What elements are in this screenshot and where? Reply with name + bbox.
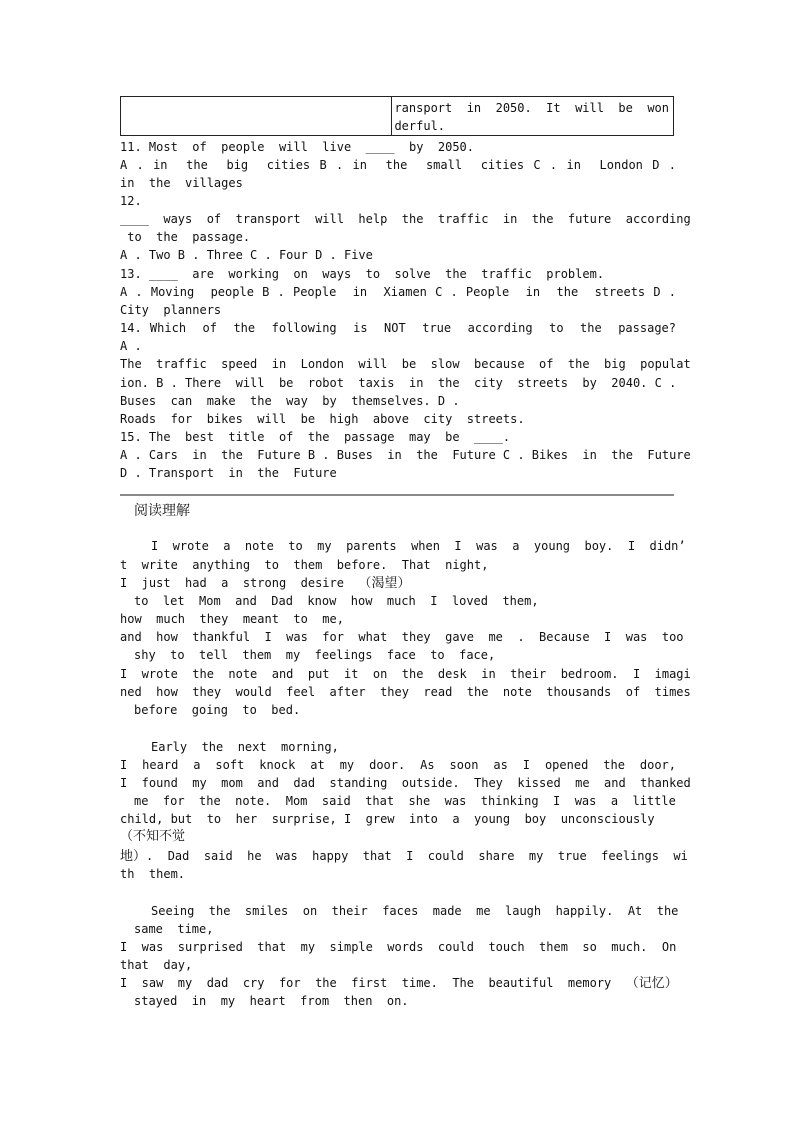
passage-line-with-gloss (120, 974, 676, 992)
question-14-options-bc: ion. B . There will be robot taxis in the city streets by 2040. C . (120, 376, 677, 390)
passage-line: and how thankful I was for what they gave me . Because I was too (120, 630, 684, 644)
passage-line: how much they meant to me, (120, 612, 344, 626)
question-15-options: A . Cars in the Future B . Buses in the Future C . Bikes in the Future (120, 448, 691, 462)
passage-gloss-line: （不知不觉 (120, 829, 186, 844)
passage-line: stayed in my heart from then on. (134, 994, 409, 1008)
question-15-stem: 15. The best title of the passage may be ____. (120, 430, 511, 444)
passage-line: I was surprised that my simple words could touch them so much. On (120, 940, 677, 954)
passage-line: I heard a soft knock at my door. As soon as I opened the door, (120, 758, 676, 772)
gloss-text: 记忆 (638, 976, 665, 991)
question-14-option-a: The traffic speed in London will be slow because of the big populat (120, 357, 691, 371)
question-13-options: A . Moving people B . People in Xiamen C . People in the streets D . (120, 285, 676, 299)
question-12-options: A . Two B . Three C . Four D . Five (120, 248, 373, 262)
passage-line-with-gloss (120, 847, 688, 865)
passage-line: ned how they would feel after they read the note thousands of times (120, 685, 691, 699)
question-15-options-cont: D . Transport in the Future (120, 466, 337, 480)
question-12-stem: ____ ways of transport will help the traffic in the future according (120, 212, 691, 226)
question-13-options-cont: City planners (120, 303, 222, 317)
table-cell-empty (121, 97, 392, 136)
table-text-line: derful. (394, 119, 446, 133)
question-12-stem-cont: to the passage. (120, 230, 251, 244)
passage-line: I wrote the note and put it on the desk in their bedroom. I imagi (120, 667, 691, 681)
passage-line: same time, (134, 922, 214, 936)
question-14-option-a-label: A . (120, 339, 142, 353)
gloss-open: （ (625, 976, 639, 991)
passage-text: . Dad said he was happy that I could share my true feelings wi (146, 849, 688, 863)
question-13-stem: 13. ____ are working on ways to solve the traffic problem. (120, 267, 605, 281)
passage-line: to let Mom and Dad know how much I loved them, (134, 594, 539, 608)
passage-text: I just had a strong desire (120, 576, 359, 590)
gloss-close: ） (397, 576, 411, 591)
answer-table (120, 96, 674, 136)
table-text-line: ransport in 2050. It will be won (394, 101, 669, 115)
passage-line: child, but to her surprise, I grew into a young boy unconsciously (120, 812, 655, 826)
section-divider (120, 494, 674, 496)
gloss-text: 渴望 (371, 576, 398, 591)
passage-line-with-gloss (120, 574, 676, 592)
table-cell-text (392, 97, 674, 136)
passage-line: me for the note. Mom said that she was thinking I was a little (134, 794, 676, 808)
passage-line: I wrote a note to my parents when I was a young boy. I didn’ (151, 539, 686, 553)
passage-line: th them. (120, 867, 186, 881)
section-title: 阅读理解 (134, 503, 190, 519)
passage-line: that day, (120, 958, 193, 972)
question-14-option-c-cont: Buses can make the way by themselves. D . (120, 394, 460, 408)
passage-line: before going to bed. (134, 703, 301, 717)
gloss-close: ） (664, 976, 678, 991)
question-11-options-cont: in the villages (120, 176, 243, 190)
question-11-options: A . in the big cities B . in the small cities C . in London D . (120, 158, 676, 172)
question-14-stem: 14. Which of the following is NOT true according to the passage? (120, 321, 676, 335)
question-11-stem: 11. Most of people will live ____ by 2050. (120, 140, 475, 154)
passage-line: t write anything to them before. That night, (120, 558, 489, 572)
gloss-open: （ (358, 576, 372, 591)
passage-text: I saw my dad cry for the first time. The beautiful memory (120, 976, 626, 990)
passage-line: I found my mom and dad standing outside. They kissed me and thanked (120, 776, 691, 790)
question-12-number: 12. (120, 194, 142, 208)
question-14-option-d: Roads for bikes will be high above city streets. (120, 412, 525, 426)
passage-line: Seeing the smiles on their faces made me laugh happily. At the (151, 904, 679, 918)
gloss-text: 地） (120, 849, 147, 864)
passage-line: shy to tell them my feelings face to face, (134, 648, 496, 662)
passage-line: Early the next morning, (151, 740, 339, 754)
